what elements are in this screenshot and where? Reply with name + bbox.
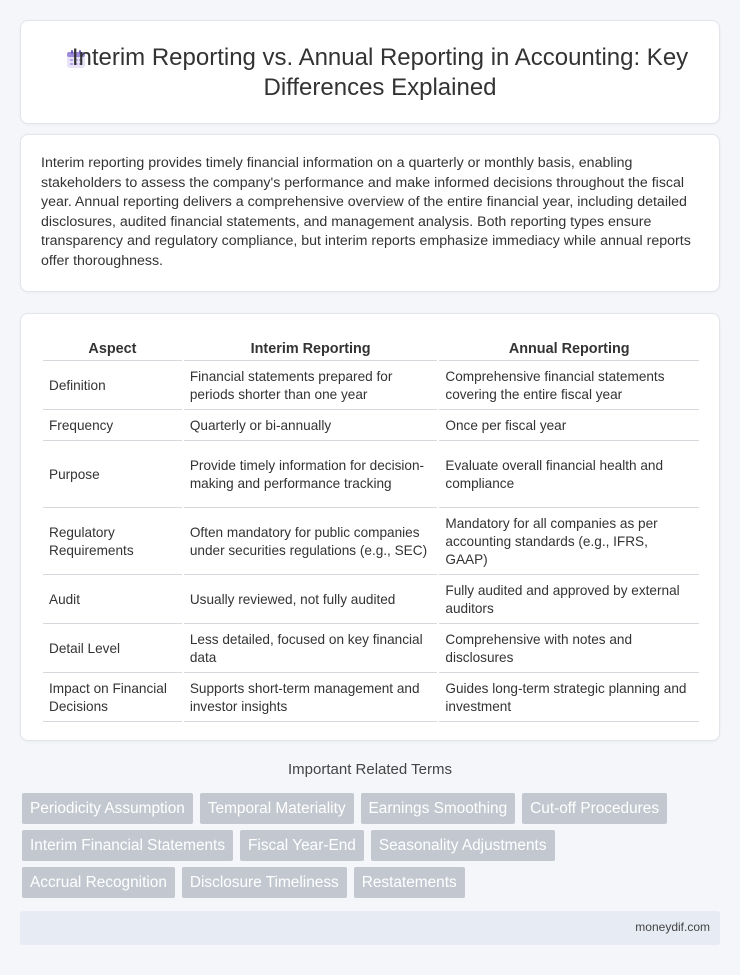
cell-aspect: Regulatory Requirements (43, 510, 182, 575)
footer-site-link[interactable]: moneydif.com (635, 920, 710, 934)
tag-periodicity-assumption[interactable]: Periodicity Assumption (22, 793, 193, 824)
table-row (43, 577, 699, 624)
footer (20, 911, 720, 945)
cell-interim: Provide timely information for decision-making and performance tracking (184, 443, 438, 508)
cell-aspect: Definition (43, 363, 182, 410)
cell-interim: Often mandatory for public companies under securities regulations (e.g., SEC) (184, 510, 438, 575)
header-annual: Annual Reporting (439, 336, 699, 361)
cell-aspect: Impact on Financial Decisions (43, 675, 182, 722)
tag-cut-off-procedures[interactable]: Cut-off Procedures (522, 793, 667, 824)
tag-disclosure-timeliness[interactable]: Disclosure Timeliness (182, 867, 347, 898)
header-aspect: Aspect (43, 336, 182, 361)
tag-row (22, 793, 712, 824)
title-card (20, 20, 720, 124)
table-row (43, 363, 699, 410)
tag-accrual-recognition[interactable]: Accrual Recognition (22, 867, 175, 898)
cell-interim: Quarterly or bi-annually (184, 412, 438, 441)
table-row (43, 443, 699, 508)
tag-row (22, 867, 712, 898)
cell-annual: Guides long-term strategic planning and investment (439, 675, 699, 722)
related-terms-title: Important Related Terms (288, 761, 452, 778)
cell-annual: Fully audited and approved by external auditors (439, 577, 699, 624)
intro-card (20, 134, 720, 292)
cell-interim: Usually reviewed, not fully audited (184, 577, 438, 624)
comparison-table (41, 334, 701, 724)
table-header-row (43, 336, 699, 361)
cell-annual: Mandatory for all companies as per accounting standards (e.g., IFRS, GAAP) (439, 510, 699, 575)
related-terms-list (22, 793, 712, 904)
tag-row (22, 830, 712, 861)
table-row (43, 510, 699, 575)
tag-interim-financial-statements[interactable]: Interim Financial Statements (22, 830, 233, 861)
page-title: Interim Reporting vs. Annual Reporting in Accounting: Key Differences Explained (71, 44, 689, 101)
cell-interim: Less detailed, focused on key financial data (184, 626, 438, 673)
cell-annual: Comprehensive financial statements covering the entire fiscal year (439, 363, 699, 410)
cell-annual: Once per fiscal year (439, 412, 699, 441)
comparison-table-card (20, 313, 720, 741)
intro-paragraph: Interim reporting provides timely financial information on a quarterly or monthly basis, enabling stakeholders to assess the company's performance and make informed decisions throughout the fiscal year. Annual reporting delivers a comprehensive overview of the entire financial year, including detailed disclosures, audited financial statements, and management analysis. Both reporting types ensure transparency and regulatory compliance, but interim reports emphasize immediacy while annual reports offer thoroughness. (41, 155, 691, 269)
cell-interim: Financial statements prepared for periods shorter than one year (184, 363, 438, 410)
tag-temporal-materiality[interactable]: Temporal Materiality (200, 793, 354, 824)
cell-aspect: Frequency (43, 412, 182, 441)
cell-aspect: Audit (43, 577, 182, 624)
tag-earnings-smoothing[interactable]: Earnings Smoothing (361, 793, 516, 824)
cell-annual: Evaluate overall financial health and compliance (439, 443, 699, 508)
cell-aspect: Detail Level (43, 626, 182, 673)
header-interim: Interim Reporting (184, 336, 438, 361)
cell-annual: Comprehensive with notes and disclosures (439, 626, 699, 673)
table-row (43, 675, 699, 722)
tag-seasonality-adjustments[interactable]: Seasonality Adjustments (371, 830, 555, 861)
tag-restatements[interactable]: Restatements (354, 867, 465, 898)
cell-aspect: Purpose (43, 443, 182, 508)
table-row (43, 412, 699, 441)
cell-interim: Supports short-term management and investor insights (184, 675, 438, 722)
tag-fiscal-year-end[interactable]: Fiscal Year-End (240, 830, 364, 861)
table-row (43, 626, 699, 673)
